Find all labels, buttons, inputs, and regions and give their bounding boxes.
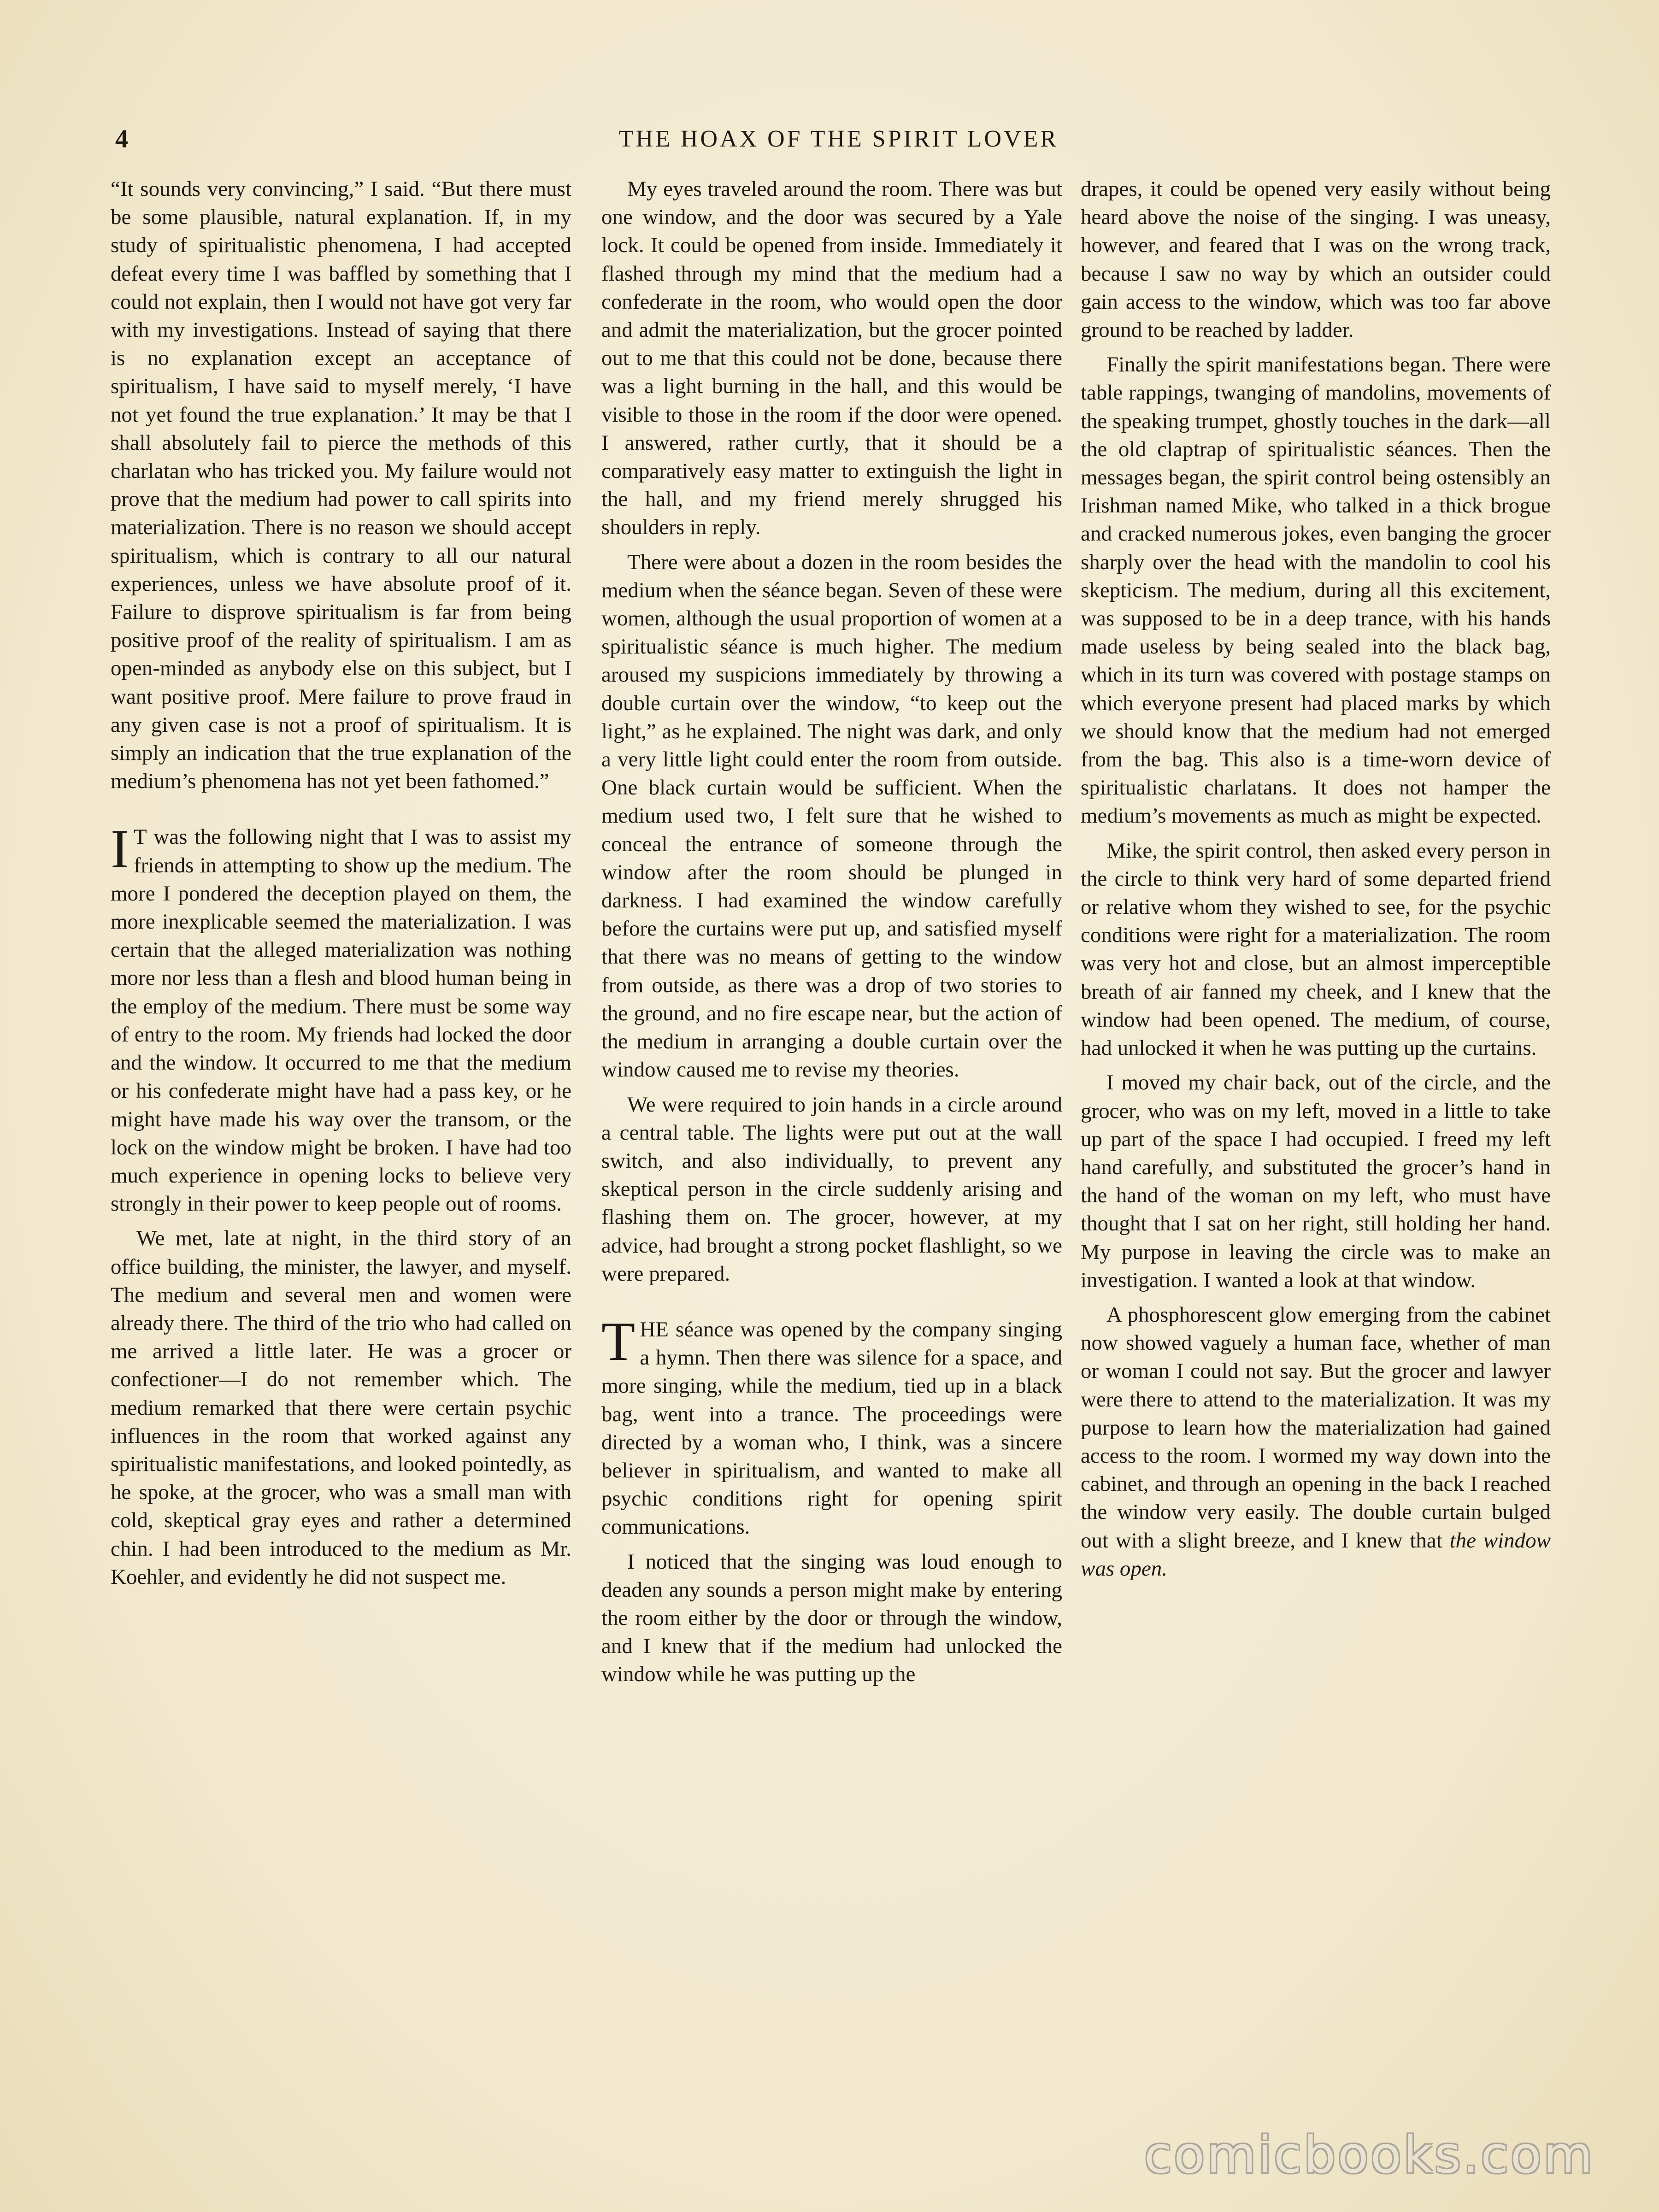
site-watermark: comicbooks.com <box>1144 2125 1594 2184</box>
paragraph-text: A phosphorescent glow emerging from the cabinet now showed vaguely a human face, whether of man or woman I could not say. But the grocer and lawyer were there to attend to the materialization. It was my purpose to learn how the materialization had gained access to the room. I wormed my way down into the cabinet, and through an opening in the back I reached the window very easily. The double curtain bulged out with a slight breeze, and I knew that <box>1081 1302 1551 1553</box>
paragraph-text: Mike, the spirit control, then asked every person in the circle to think very hard of some departed friend or relative whom they wished to see, for the psychic conditions were right for a materialization. The room was very hot and close, but an almost imperceptible breath of air fanned my cheek, and I knew that the window had been opened. The medium, of course, had unlocked it when he was putting up the curtains. <box>1081 838 1551 1060</box>
paragraph <box>1081 837 1551 1063</box>
paragraph-text: T was the following night that I was to assist my friends in attempting to show up the medium. The more I pondered the deception played on them, the more inexplicable seemed the materialization. I was certain that the alleged materialization was nothing more nor less than a flesh and blood human being in the employ of the medium. There must be some way of entry to the room. My friends had locked the door and the window. It occurred to me that the medium or his confederate might have had a pass key, or he might have made his way over the transom, or the lock on the window might be broken. I have had too much experience in opening locks to believe very strongly in their power to keep people out of rooms. <box>111 825 571 1216</box>
paragraph <box>111 818 571 1218</box>
paragraph <box>601 548 1062 1084</box>
text-column-2 <box>601 175 1062 2101</box>
paragraph <box>111 175 571 795</box>
drop-cap: T <box>601 1310 635 1372</box>
paragraph <box>601 1310 1062 1541</box>
paragraph <box>601 1548 1062 1689</box>
paragraph-text: I moved my chair back, out of the circle, and the grocer, who was on my left, moved in a little to take up part of the space I had occupied. I freed my left hand carefully, and substituted the grocer’s hand in the hand of the woman on my left, who must have thought that I sat on her right, still holding her hand. My purpose in leaving the circle was to make an investigation. I wanted a look at that window. <box>1081 1071 1551 1292</box>
page-number: 4 <box>115 125 128 153</box>
paragraph <box>601 175 1062 542</box>
drop-cap: I <box>111 818 129 880</box>
paragraph <box>601 1091 1062 1288</box>
paragraph-text: There were about a dozen in the room besides the medium when the séance began. Seven of these were women, although the usual proportion of women at a spiritualistic séance is much higher. The medium aroused my suspicions immediately by throwing a double curtain over the window, “to keep out the light,” as he explained. The night was dark, and only a very little light could enter the room from outside. One black curtain would be sufficient. When the medium used two, I felt sure that he wished to conceal the entrance of someone through the window after the room should be plunged in darkness. I had examined the window carefully before the curtains were put up, and satisfied myself that there was no means of getting to the window from outside, as there was a drop of two stories to the ground, and no fire escape near, but the action of the medium in arranging a double curtain over the window caused me to revise my theories. <box>601 550 1062 1082</box>
paragraph-text: HE séance was opened by the company singing a hymn. Then there was silence for a space, and more singing, while the medium, tied up in a black bag, went into a trance. The proceedings were directed by a woman who, I think, was a sincere believer in spiritualism, and wanted to make all psychic conditions right for opening spirit communications. <box>601 1317 1062 1539</box>
paragraph <box>1081 351 1551 830</box>
paragraph-text: Finally the spirit manifestations began. There were table rappings, twanging of mandolins, movements of the speaking trumpet, ghostly touches in the dark—all the old claptrap of spiritualistic séances. Then the messages began, the spirit control being ostensibly an Irishman named Mike, who talked in a thick brogue and cracked numerous jokes, even banging the grocer sharply over the head with the mandolin to cool his skepticism. The medium, during all this excitement, was supposed to be in a deep trance, with his hands made useless by being sealed into the black bag, which in its turn was covered with postage stamps on which everyone present had placed marks by which we should know that the medium had not emerged from the bag. This also is a time-worn device of spiritualistic charlatans. It does not hamper the medium’s movements as much as might be expected. <box>1081 353 1551 828</box>
paragraph-text: drapes, it could be opened very easily without being heard above the noise of the singing. I was uneasy, however, and feared that I was on the wrong track, because I saw no way by which an outsider could gain access to the window, which was too far above ground to be reached by ladder. <box>1081 177 1551 342</box>
paragraph-text: We met, late at night, in the third story of an office building, the minister, the lawyer, and myself. The medium and several men and women were already there. The third of the trio who had called on me arrived a little later. He was a grocer or confectioner—I do not remember which. The medium remarked that there were certain psychic influences in the room that worked against any spiritualistic manifestations, and looked pointedly, as he spoke, at the grocer, who was a small man with cold, skeptical gray eyes and rather a determined chin. I had been introduced to the medium as Mr. Koehler, and evidently he did not suspect me. <box>111 1226 571 1589</box>
text-column-1 <box>111 175 571 2101</box>
paragraph <box>111 1224 571 1591</box>
paragraph <box>1081 175 1551 344</box>
paragraph <box>1081 1069 1551 1294</box>
paragraph <box>1081 1301 1551 1583</box>
emphasis-text: the window was open. <box>1081 1528 1551 1581</box>
paragraph-text: My eyes traveled around the room. There was but one window, and the door was secured by a Yale lock. It could be opened from inside. Immediately it flashed through my mind that the medium had a confederate in the room, who would open the door and admit the materialization, but the grocer pointed out to me that this could not be done, because there was a light burning in the hall, and this would be visible to those in the room if the door were opened. I answered, rather curtly, that it should be a comparatively easy matter to extinguish the light in the hall, and my friend merely shrugged his shoulders in reply. <box>601 177 1062 540</box>
paragraph-text: I noticed that the singing was loud enough to deaden any sounds a person might make by entering the room either by the door or through the window, and I knew that if the medium had unlocked the window while he was putting up the <box>601 1549 1062 1687</box>
text-column-3 <box>1081 175 1551 2101</box>
paragraph-text: We were required to join hands in a circle around a central table. The lights were put out at the wall switch, and also individually, to prevent any skeptical person in the circle suddenly arising and flashing them on. The grocer, however, at my advice, had brought a strong pocket flashlight, so we were prepared. <box>601 1092 1062 1286</box>
running-title: THE HOAX OF THE SPIRIT LOVER <box>618 126 1059 152</box>
page-header <box>115 121 1562 162</box>
paragraph-text: “It sounds very convincing,” I said. “But there must be some plausible, natural explanation. If, in my study of spiritualistic phenomena, I had accepted defeat every time I was baffled by something that I could not explain, then I would not have got very far with my investigations. Instead of saying that there is no explanation except an acceptance of spiritualism, I have said to myself merely, ‘I have not yet found the true explanation.’ It may be that I shall absolutely fail to pierce the methods of this charlatan who has tricked you. My failure would not prove that the medium had power to call spirits into materialization. There is no reason we should accept spiritualism, which is contrary to all our natural experiences, unless we have absolute proof of it. Failure to disprove spiritualism is far from being positive proof of the reality of spiritualism. I am as open-minded as anybody else on this subject, but I want positive proof. Mere failure to prove fraud in any given case is not a proof of spiritualism. It is simply an indication that the true explanation of the medium’s phenomena has not yet been fathomed.” <box>111 177 571 794</box>
